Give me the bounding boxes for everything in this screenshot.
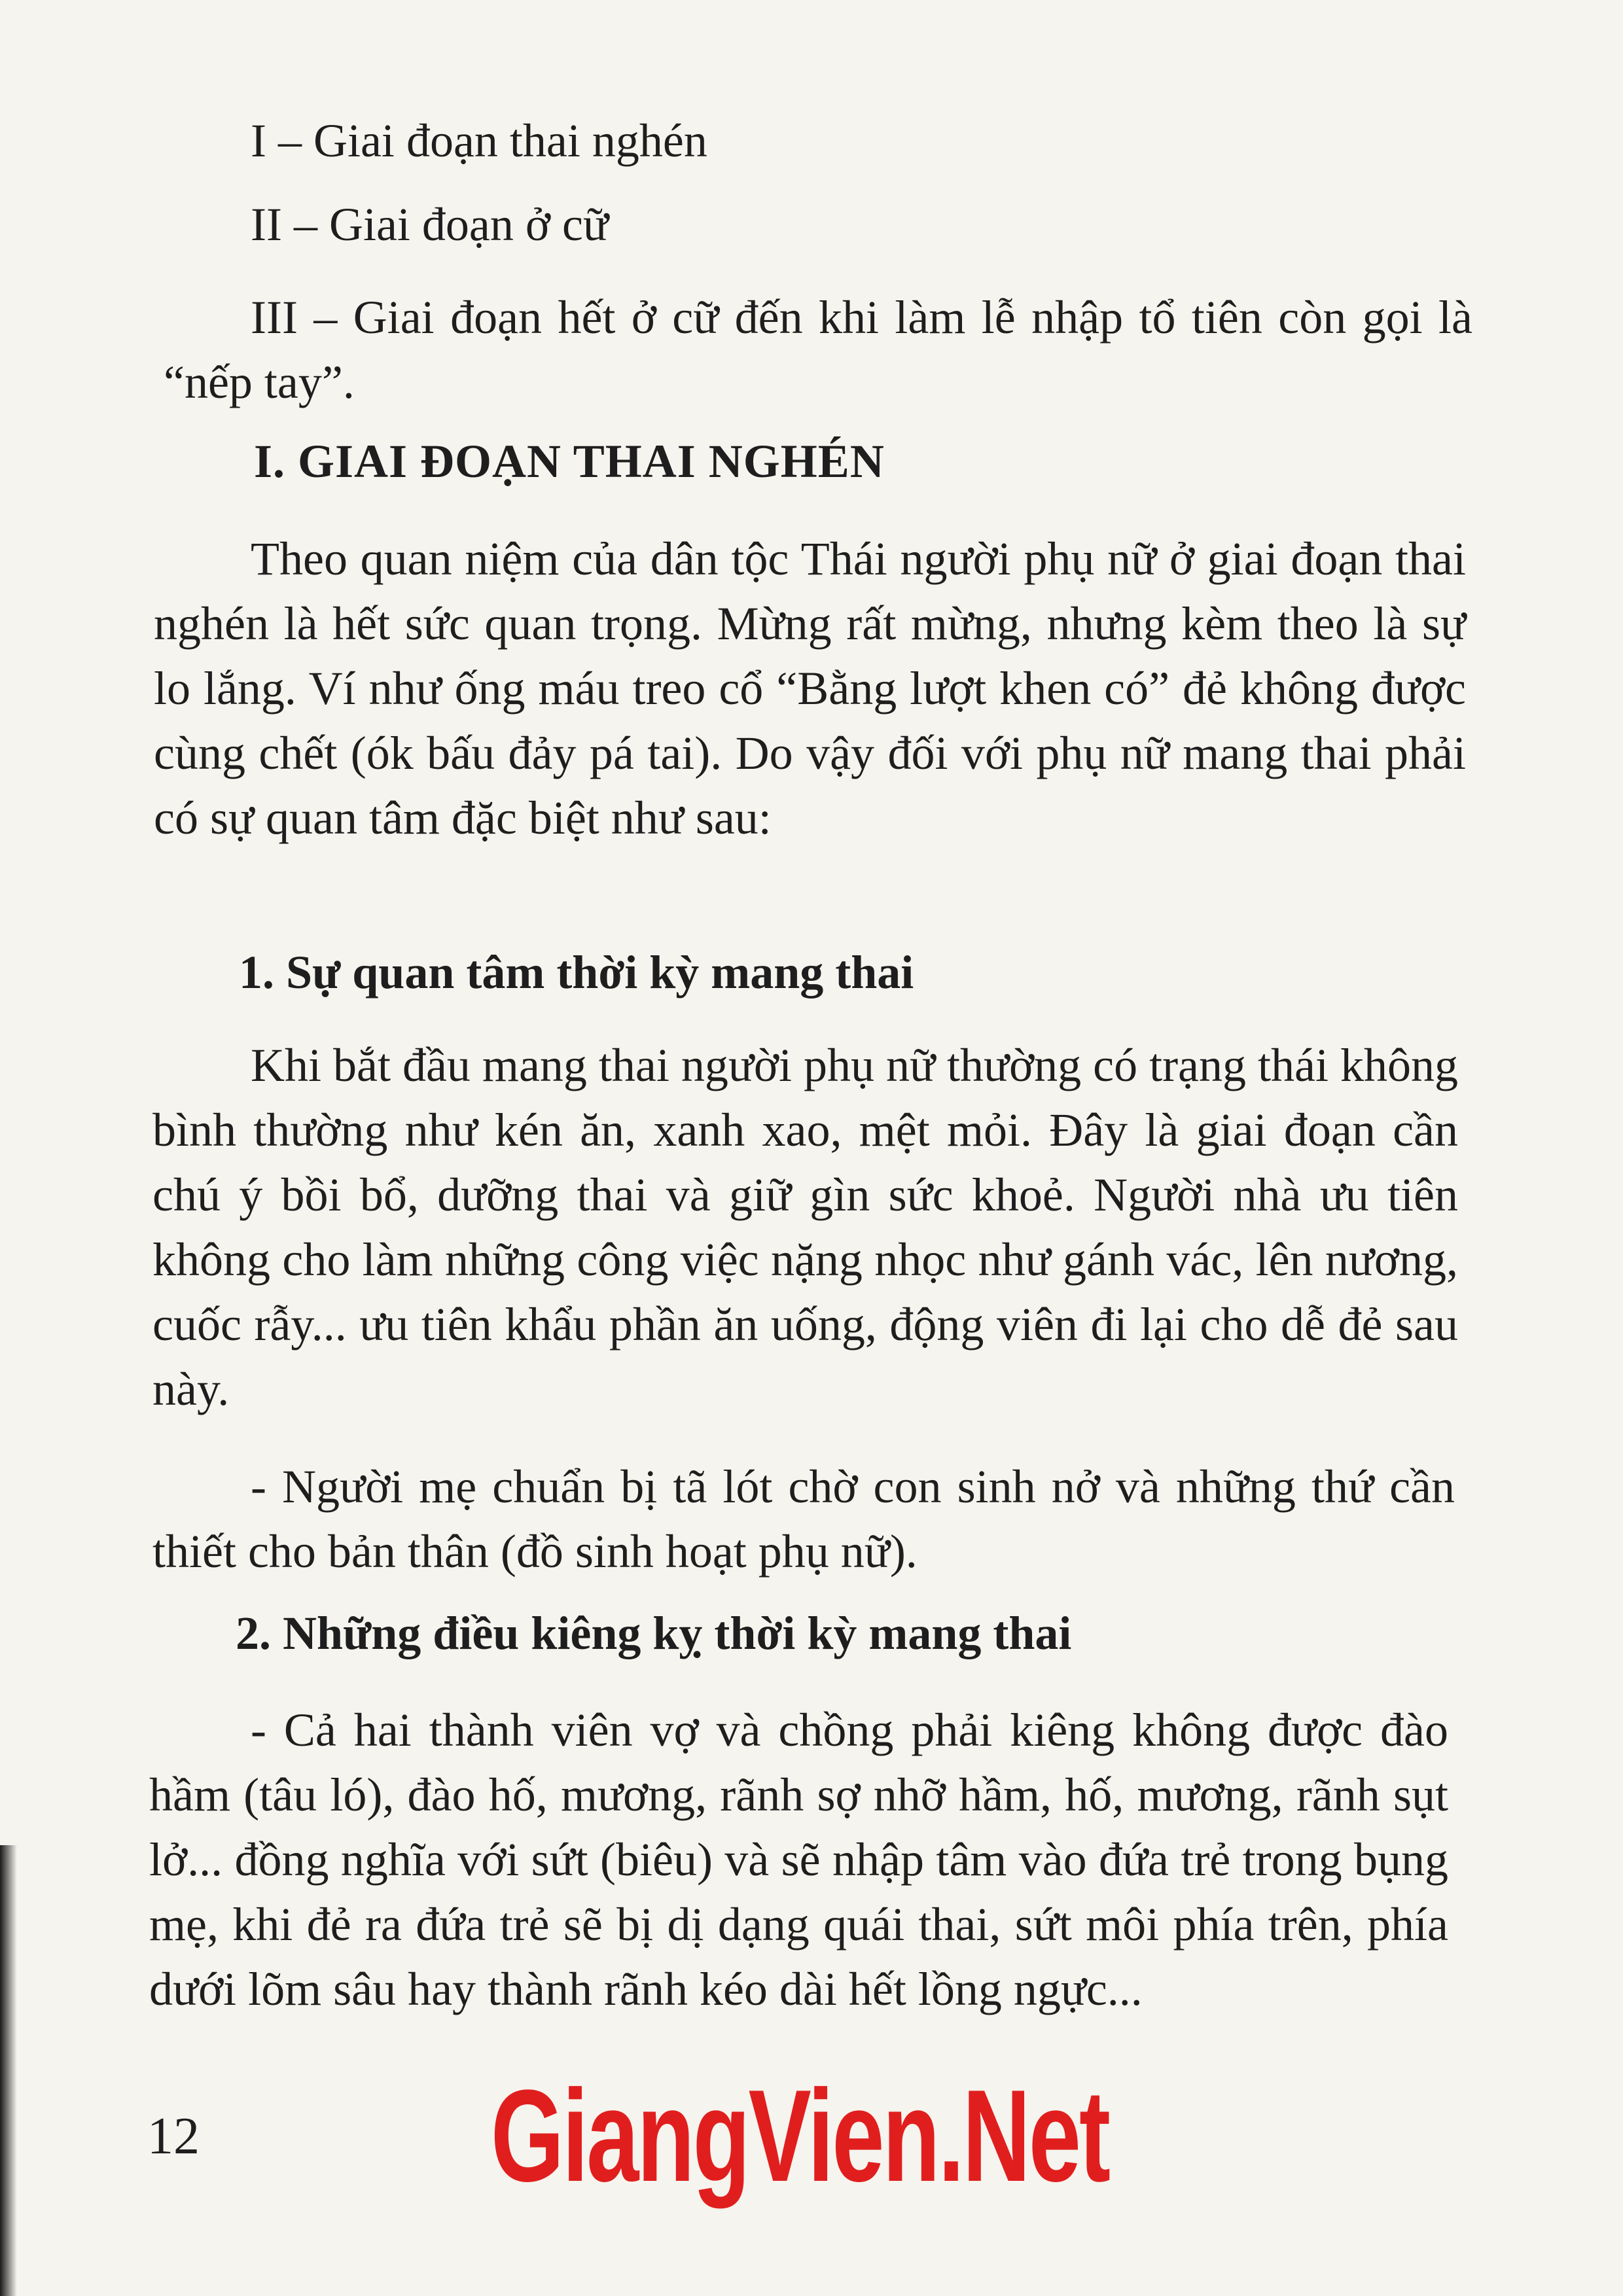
intro-paragraph: Theo quan niệm của dân tộc Thái người phụ nữ ở giai đoạn thai nghén là hết sức quan trọng. Mừng rất mừng, nhưng kèm theo là sự lo lắng. Ví như ống máu treo cổ “Bằng lượt khen có” đẻ không được cùng chết (ók bấu đảy pá tai). Do vậy đối với phụ nữ mang thai phải có sự quan tâm đặc biệt như sau: (154, 533, 1466, 844)
subsection-2-heading: 2. Những điều kiêng kỵ thời kỳ mang thai (236, 1607, 1072, 1659)
subsection-2-paragraph-1: - Cả hai thành viên vợ và chồng phải kiêng không được đào hầm (tâu ló), đào hố, mương, rãnh sợ nhỡ hầm, hố, mương, rãnh sụt lở... đồng nghĩa với sứt (biêu) và sẽ nhập tâm vào đứa trẻ trong bụng mẹ, khi đẻ ra đứa trẻ sẽ bị dị dạng quái thai, sứt môi phía trên, phía dưới lõm sâu hay thành rãnh kéo dài hết lồng ngực... (149, 1704, 1448, 2015)
page-number: 12 (147, 2108, 200, 2165)
subsection-1-heading: 1. Sự quan tâm thời kỳ mang thai (239, 946, 914, 998)
stage-list-item-3: III – Giai đoạn hết ở cữ đến khi làm lễ nhập tổ tiên còn gọi là “nếp tay”. (164, 291, 1472, 408)
stage-list-item-1: I – Giai đoạn thai nghén (251, 115, 707, 167)
subsection-1-paragraph-2: - Người mẹ chuẩn bị tã lót chờ con sinh nở và những thứ cần thiết cho bản thân (đồ sinh hoạt phụ nữ). (152, 1460, 1455, 1578)
section-heading: I. GIAI ĐOẠN THAI NGHÉN (254, 435, 885, 487)
subsection-1-paragraph-1: Khi bắt đầu mang thai người phụ nữ thường có trạng thái không bình thường như kén ăn, xanh xao, mệt mỏi. Đây là giai đoạn cần chú ý bồi bổ, dưỡng thai và giữ gìn sức khoẻ. Người nhà ưu tiên không cho làm những công việc nặng nhọc như gánh vác, lên nương, cuốc rẫy... ưu tiên khẩu phần ăn uống, động viên đi lại cho dễ đẻ sau này. (152, 1039, 1458, 1415)
page-edge-shadow (0, 1845, 17, 2296)
stage-list-item-2: II – Giai đoạn ở cữ (251, 198, 609, 251)
watermark-logo: GiangVien.Net (491, 2063, 1109, 2209)
